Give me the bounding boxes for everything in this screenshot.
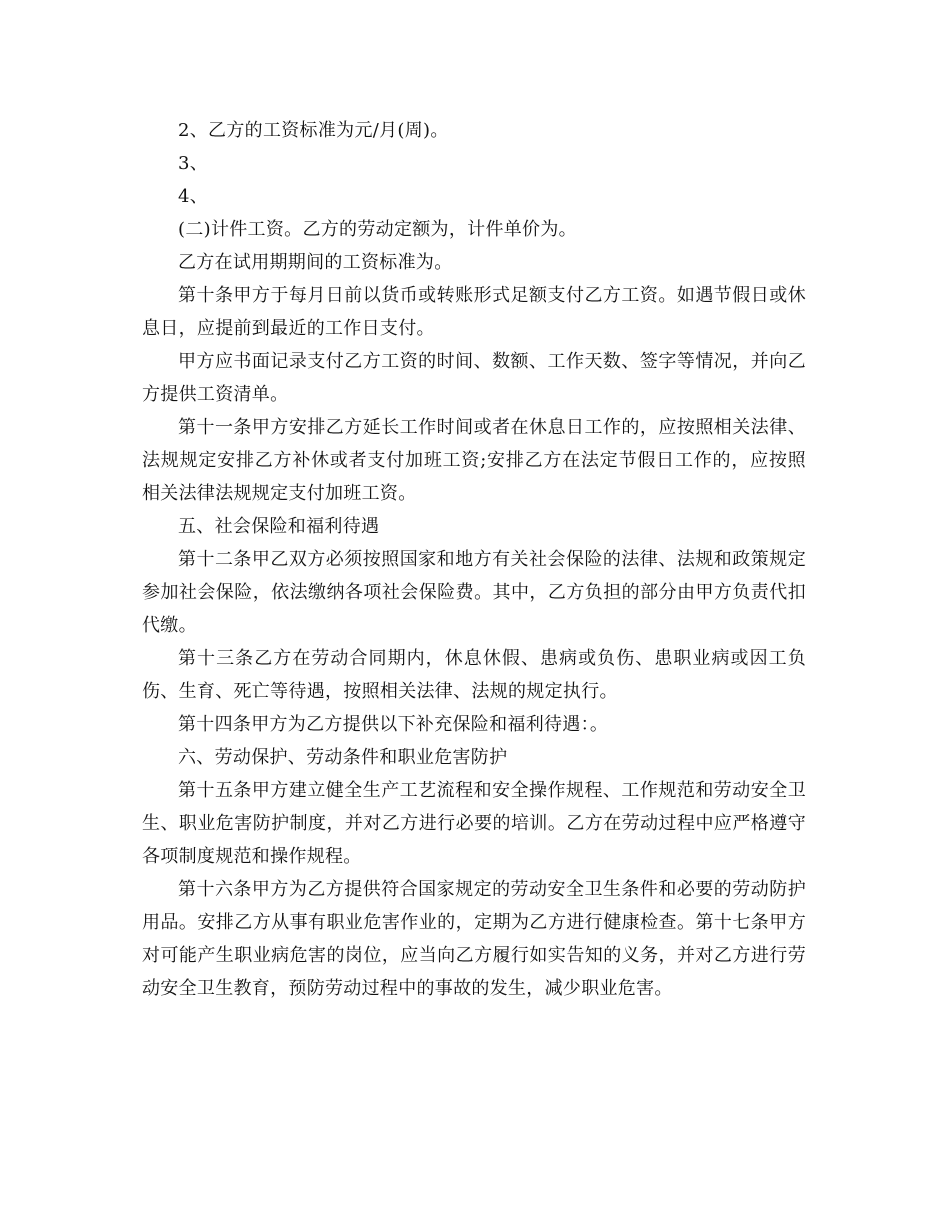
paragraph-piece-rate-wage: (二)计件工资。乙方的劳动定额为，计件单价为。 [178, 219, 577, 240]
section-heading-social-insurance: 五、社会保险和福利待遇 [178, 516, 380, 537]
paragraph-item-4: 4、 [178, 186, 209, 207]
paragraph-article-10: 第十条甲方于每月日前以货币或转账形式足额支付乙方工资。如遇节假日或休息日，应提前到最近的工作日支付。 [142, 285, 806, 339]
document-body [142, 114, 806, 1005]
paragraph-article-12: 第十二条甲乙双方必须按照国家和地方有关社会保险的法律、法规和政策规定参加社会保险，依法缴纳各项社会保险费。其中，乙方负担的部分由甲方负责代扣代缴。 [142, 549, 806, 636]
paragraph-article-15: 第十五条甲方建立健全生产工艺流程和安全操作规程、工作规范和劳动安全卫生、职业危害防护制度，并对乙方进行必要的培训。乙方在劳动过程中应严格遵守各项制度规范和操作规程。 [142, 780, 806, 867]
section-heading-labor-protection: 六、劳动保护、劳动条件和职业危害防护 [178, 747, 508, 768]
paragraph-wage-records: 甲方应书面记录支付乙方工资的时间、数额、工作天数、签字等情况，并向乙方提供工资清单。 [142, 351, 806, 405]
paragraph-article-14: 第十四条甲方为乙方提供以下补充保险和福利待遇：。 [178, 714, 609, 735]
paragraph-article-16-17: 第十六条甲方为乙方提供符合国家规定的劳动安全卫生条件和必要的劳动防护用品。安排乙方从事有职业危害作业的，定期为乙方进行健康检查。第十七条甲方对可能产生职业病危害的岗位，应当向乙方履行如实告知的义务，并对乙方进行劳动安全卫生教育，预防劳动过程中的事故的发生，减少职业危害。 [142, 879, 806, 999]
paragraph-article-11: 第十一条甲方安排乙方延长工作时间或者在休息日工作的，应按照相关法律、法规规定安排乙方补休或者支付加班工资;安排乙方在法定节假日工作的，应按照相关法律法规规定支付加班工资。 [142, 417, 806, 504]
paragraph-item-3: 3、 [178, 153, 209, 174]
paragraph-article-13: 第十三条乙方在劳动合同期内，休息休假、患病或负伤、患职业病或因工负伤、生育、死亡等待遇，按照相关法律、法规的规定执行。 [142, 648, 806, 702]
paragraph-probation-wage: 乙方在试用期期间的工资标准为。 [178, 252, 453, 273]
paragraph-wage-standard: 2、乙方的工资标准为元/月(周)。 [178, 120, 449, 141]
